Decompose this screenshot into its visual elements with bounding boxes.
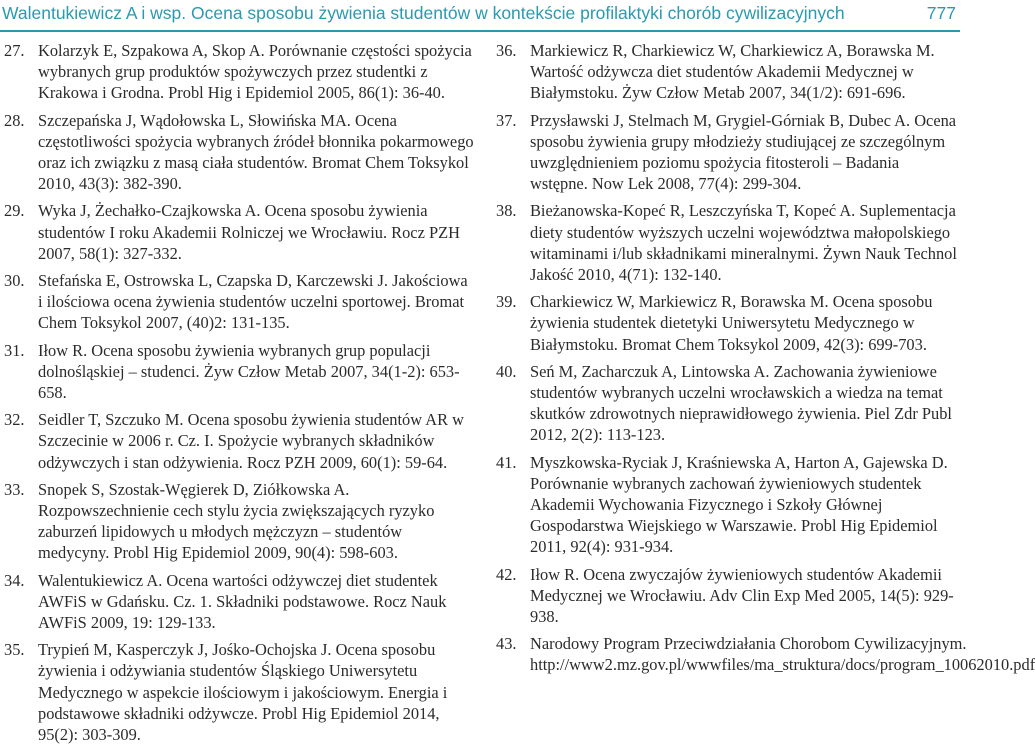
reference-text: Trypień M, Kasperczyk J, Jośko-Ochojska J. Ocena sposobu żywienia i odżywiania studentów Śląskiego Uniwersytetu Medycznego w aspekcie ilościowym i jakościowym. Energia i podstawowe składniki odżywcze. Probl Hig Epidemiol 2014, 95(2): 303-309. xyxy=(38,640,448,745)
reference-number: 34. xyxy=(4,570,25,590)
reference-text: Narodowy Program Przeciwdziałania Chorobom Cywilizacyjnym. http://www2.mz.gov.pl/wwwfiles/ma_struktura/docs/program_10062010.pdf xyxy=(530,634,1035,675)
reference-item xyxy=(496,564,960,628)
reference-item xyxy=(496,291,960,355)
reference-text: Snopek S, Szostak-Węgierek D, Ziółkowska A. Rozpowszechnienie cech stylu życia zwiększających ryzyko zaburzeń lipidowych u młodych mężczyzn – studentów medycyny. Probl Hig Epidemiol 2009, 90(4): 598-603. xyxy=(38,479,435,563)
reference-item xyxy=(496,200,960,285)
reference-number: 37. xyxy=(496,110,517,130)
reference-item xyxy=(4,200,474,264)
reference-item xyxy=(496,361,960,446)
reference-number: 30. xyxy=(4,271,25,291)
reference-item xyxy=(4,570,474,634)
reference-number: 38. xyxy=(496,201,517,221)
reference-text: Walentukiewicz A. Ocena wartości odżywczej diet studentek AWFiS w Gdańsku. Cz. 1. Składniki podstawowe. Rocz Nauk AWFiS 2009, 19: 129-133. xyxy=(38,570,447,633)
reference-item xyxy=(496,633,1035,675)
reference-text: Stefańska E, Ostrowska L, Czapska D, Karczewski J. Jakościowa i ilościowa ocena żywienia studentów uczelni sportowej. Bromat Chem Toksykol 2007, (40)2: 131-135. xyxy=(38,271,468,333)
page-number: 777 xyxy=(926,3,956,23)
reference-text: Seidler T, Szczuko M. Ocena sposobu żywienia studentów AR w Szczecinie w 2006 r. Cz. I. Spożycie wybranych składników odżywczych i stan odżywienia. Rocz PZH 2009, 60(1): 59-64. xyxy=(38,410,464,472)
reference-number: 41. xyxy=(496,452,517,472)
running-title: Walentukiewicz A i wsp. Ocena sposobu żywienia studentów w kontekście profilaktyki chorób cywilizacyjnych xyxy=(2,3,845,23)
reference-text: Myszkowska-Ryciak J, Kraśniewska A, Harton A, Gajewska D. Porównanie wybranych zachowań żywieniowych studentek Akademii Wychowania Fizycznego i Szkoły Głównej Gospodarstwa Wiejskiego w Warszawie. Probl Hig Epidemiol 2011, 92(4): 931-934. xyxy=(530,452,948,557)
reference-number: 27. xyxy=(4,41,25,60)
reference-item xyxy=(496,40,960,104)
reference-item xyxy=(4,110,474,195)
reference-text: Kolarzyk E, Szpakowa A, Skop A. Porównanie częstości spożycia wybranych grup produktów spożywczych przez studentki z Krakowa i Grodna. Probl Hig i Epidemiol 2005, 86(1): 36-40. xyxy=(38,41,472,103)
reference-item xyxy=(4,479,474,564)
reference-text: Iłow R. Ocena sposobu żywienia wybranych grup populacji dolnośląskiej – studenci. Żyw Człow Metab 2007, 34(1-2): 653-658. xyxy=(38,340,460,403)
reference-item xyxy=(4,639,474,745)
reference-number: 42. xyxy=(496,564,517,584)
reference-item xyxy=(4,40,474,104)
reference-item xyxy=(4,409,474,473)
reference-number: 36. xyxy=(496,41,517,60)
reference-item xyxy=(496,110,960,195)
reference-text: Szczepańska J, Wądołowska L, Słowińska MA. Ocena częstotliwości spożycia wybranych źródeł błonnika pokarmowego oraz ich związku z masą ciała studentów. Bromat Chem Toksykol 2010, 43(3): 382-390. xyxy=(38,110,474,194)
reference-text: Przysławski J, Stelmach M, Grygiel-Górniak B, Dubec A. Ocena sposobu żywienia grupy młodzieży studiującej ze szczególnym uwzględnieniem poziomu spożycia fitosteroli – Badania wstępne. Now Lek 2008, 77(4): 299-304. xyxy=(530,110,957,194)
reference-item xyxy=(4,340,474,404)
reference-text: Charkiewicz W, Markiewicz R, Borawska M. Ocena sposobu żywienia studentek dietetyki Uniwersytetu Medycznego w Białymstoku. Bromat Chem Toksykol 2009, 42(3): 699-703. xyxy=(530,292,933,354)
references-column-right xyxy=(496,40,1035,682)
reference-text: Wyka J, Żechałko-Czajkowska A. Ocena sposobu żywienia studentów I roku Akademii Rolniczej we Wrocławiu. Rocz PZH 2007, 58(1): 327-332. xyxy=(38,201,460,263)
header-rule xyxy=(0,30,960,32)
reference-number: 39. xyxy=(496,292,517,312)
reference-text: Markiewicz R, Charkiewicz W, Charkiewicz A, Borawska M. Wartość odżywcza diet studentów Akademii Medycznej w Białymstoku. Żyw Człow Metab 2007, 34(1/2): 691-696. xyxy=(530,41,935,103)
reference-number: 43. xyxy=(496,634,517,654)
reference-number: 29. xyxy=(4,201,25,221)
references-column-left xyxy=(4,40,474,751)
reference-text: Seń M, Zacharczuk A, Lintowska A. Zachowania żywieniowe studentów wybranych uczelni wrocławskich a wiedza na temat skutków zdrowotnych nieprawidłowego żywienia. Piel Zdr Publ 2012, 2(2): 113-123. xyxy=(530,361,952,445)
reference-number: 31. xyxy=(4,340,25,360)
reference-text: Bieżanowska-Kopeć R, Leszczyńska T, Kopeć A. Suplementacja diety studentów wyższych uczelni województwa małopolskiego witaminami i/lub składnikami mineralnymi. Żywn Nauk Technol Jakość 2010, 4(71): 132-140. xyxy=(530,201,957,285)
reference-number: 35. xyxy=(4,640,25,660)
reference-number: 28. xyxy=(4,110,25,130)
reference-number: 40. xyxy=(496,361,517,381)
reference-text: Iłow R. Ocena zwyczajów żywieniowych studentów Akademii Medycznej we Wrocławiu. Adv Clin Exp Med 2005, 14(5): 929-938. xyxy=(530,564,954,627)
reference-number: 32. xyxy=(4,410,25,430)
reference-item xyxy=(4,270,474,334)
reference-item xyxy=(496,452,960,558)
running-header xyxy=(0,0,960,44)
reference-number: 33. xyxy=(4,479,25,499)
